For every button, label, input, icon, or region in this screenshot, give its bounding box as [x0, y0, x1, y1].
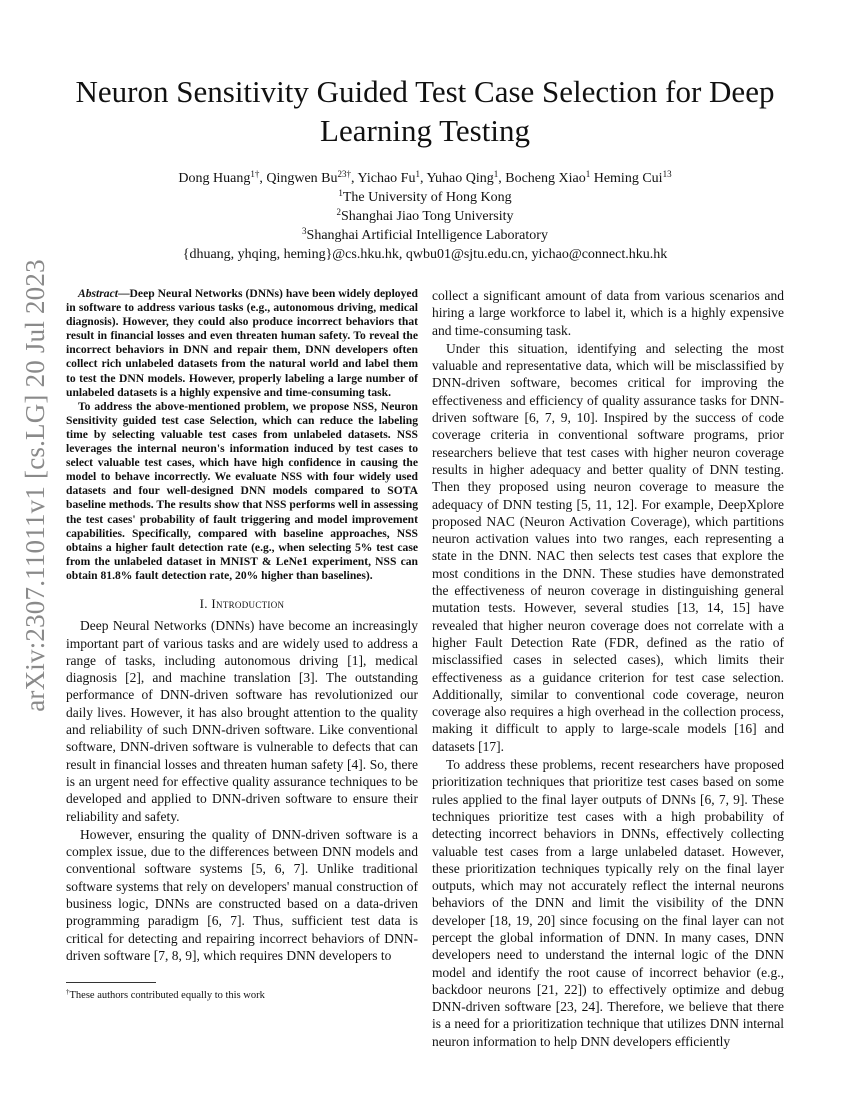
paper-title: Neuron Sensitivity Guided Test Case Selection for Deep Learning Testing: [75, 74, 775, 148]
abstract-label: Abstract: [78, 287, 118, 300]
author-affiliation-mark: 1: [585, 169, 591, 179]
section-heading-introduction: [66, 595, 418, 612]
right-column: [432, 287, 784, 1051]
affiliation-text: Shanghai Jiao Tong University: [340, 209, 514, 224]
affiliation-text: The University of Hong Kong: [342, 190, 512, 205]
author-name: Yuhao Qing: [426, 171, 494, 186]
footnote-text: These authors contributed equally to this work: [69, 990, 265, 1001]
author-affiliation-mark: 23†: [337, 169, 352, 179]
footnote-divider: [66, 982, 156, 983]
affiliation-line: [60, 207, 790, 226]
author-list: Dong Huang$^{1\dagger}$, Qingwen $Bu^{23\dagger}$, Yichao Fu$^1$, Yuhao Qing$^1$, Bocheng Xiao$^1$ Heming Cui$^{13}$: [178, 169, 672, 186]
author-name: Heming Cui: [593, 171, 663, 186]
author-affiliation-mark: 1†: [250, 169, 260, 179]
section-title: Introduction: [211, 595, 285, 611]
footnote-mark: †: [66, 988, 70, 996]
abstract-paragraph: [66, 287, 418, 400]
author-name: Dong Huang: [178, 171, 251, 186]
affiliation-mark: 1: [338, 188, 343, 198]
affiliation-mark: 3: [302, 226, 307, 236]
author-block: [60, 169, 790, 264]
author-emails[interactable]: {dhuang, yhqing, heming}@cs.hku.hk, qwbu01@sjtu.edu.cn, yichao@connect.hku.hk: [182, 247, 668, 262]
body-paragraph: collect a significant amount of data from various scenarios and hiring a large workforce to label it, which is a highly expensive and time-consuming task.: [432, 288, 784, 338]
author-affiliation-mark: 1: [493, 169, 499, 179]
author-name: Qingwen Bu: [266, 171, 338, 186]
author-name: Bocheng Xiao: [505, 171, 586, 186]
author-name: Yichao Fu: [357, 171, 416, 186]
abstract-paragraph: To address the above-mentioned problem, we propose NSS, Neuron Sensitivity guided test case Selection, which can reduce the labeling time by selecting valuable test cases from unlabeled datasets. NSS leverages the internal neuron's information induced by test cases to select valuable test cases, which have high confidence in causing the model to behave incorrectly. We evaluate NSS with four widely used datasets and four well-designed DNN models compared to SOTA baseline methods. The results show that NSS performs well in assessing the test cases' probability of fault triggering and model improvement capabilities. Specifically, compared with baseline approaches, NSS obtains a higher fault detection rate (e.g., when selecting 5% test case from the unlabeled dataset in MNIST & LeNe1 experiment, NSS can obtain 81.8% fault detection rate, 20% higher than baselines).: [66, 399, 418, 582]
left-column: [66, 287, 418, 965]
affiliation-line: [60, 188, 790, 207]
arxiv-identifier-stamp: [2, 258, 68, 712]
arxiv-identifier-text: arXiv:2307.11011v1 [cs.LG] 20 Jul 2023: [19, 258, 50, 712]
body-paragraph: To address these problems, recent researchers have proposed prioritization techniques that prioritize test cases based on some rules applied to the final layer outputs of DNNs [6, 7, 9]. These techniques prioritize test cases with a high probability of detecting incorrect behaviors in DNNs, effectively collecting valuable test cases from a large unlabeled dataset. However, these prioritization techniques typically rely on the final layer outputs, which may not accurately reflect the internal neurons behaviors of the DNN and limit the visibility of the DNN developer [18, 19, 20] since focusing on the final layer can not percept the global information of DNN. In many cases, DNN developers need to understand the internal logic of the DNN model and identify the root cause of incorrect behavior (e.g., backdoor neurons [21, 22]) to effectively optimize and debug DNN-driven software [23, 24]. Therefore, we believe that there is a need for a prioritization technique that utilizes DNN internal neuron information to help DNN developers efficiently: [432, 757, 784, 1049]
author-affiliation-mark: 13: [662, 169, 672, 179]
body-paragraph: However, ensuring the quality of DNN-driven software is a complex issue, due to the differences between DNN models and conventional software systems [5, 6, 7]. Unlike traditional software systems that rely on developers' manual construction of business logic, DNNs are constructed based on a data-driven programming paradigm [6, 7]. Thus, sufficient test data is critical for detecting and repairing incorrect behaviors of DNN-driven software [7, 8, 9], which requires DNN developers to: [66, 826, 418, 963]
affiliation-mark: 2: [336, 207, 341, 217]
body-paragraph: Under this situation, identifying and selecting the most valuable and representative data, which will be misclassified by DNN-driven software, becomes critical for improving the effectiveness and efficiency of quality assurance tasks for DNN-driven software [6, 7, 9, 10]. Inspired by the success of code coverage criteria in conventional software programs, prior researchers believe that test cases with higher neuron coverage results in higher adequacy and better quality of DNN testing. Then they proposed using neuron coverage to measure the adequacy of DNN testing [5, 11, 12]. For example, DeepXplore proposed NAC (Neuron Activation Coverage), which partitions neuron activation values into two ranges, each representing a state in the DNN. NAC then selects test cases that explore the most conditions in the DNN. These studies have demonstrated the effectiveness of neuron coverage in distinguishing general mutation tests. However, several studies [13, 14, 15] have revealed that higher neuron coverage does not correlate with a higher Fault Detection Rate (FDR, defined as the ratio of misclassified cases in selected cases), which limits their effectiveness as a guidance criterion for test case selection. Additionally, similar to conventional code coverage, neuron coverage also requires a high overhead in the collection process, making it difficult to apply to large-scale models [16] and datasets [17].: [432, 340, 784, 754]
abstract-text: —Deep Neural Networks (DNNs) have been widely deployed in software to address various tasks (e.g., autonomous driving, medical diagnosis). However, they could also produce incorrect behaviors that result in financial losses and even threaten human safety. To reveal the incorrect behaviors in DNN and repair them, DNN developers often collect rich unlabeled datasets from the natural world and label them to test the DNN models. However, properly labeling a large number of unlabeled datasets is a highly expensive and time-consuming task.: [66, 287, 418, 399]
affiliation-line: [60, 226, 790, 245]
body-paragraph: Deep Neural Networks (DNNs) have become an increasingly important part of various tasks and are widely used to address a range of tasks, including autonomous driving [1], medical diagnosis [2], and machine translation [3]. The outstanding performance of DNN-driven software has revolutionized our daily lives. However, it has also brought attention to the quality and reliability of such DNN-driven software. Like conventional software, DNN-driven software is vulnerable to defects that can result in financial losses and threaten human safety [4]. So, there is an urgent need for effective quality assurance techniques to be developed and applied to DNN-driven software to ensure their reliability and safety.: [66, 618, 418, 824]
section-number: I.: [199, 595, 208, 611]
footnote: [66, 982, 418, 1002]
author-affiliation-mark: 1: [415, 169, 420, 179]
affiliation-text: Shanghai Artificial Intelligence Laboratory: [306, 228, 548, 243]
